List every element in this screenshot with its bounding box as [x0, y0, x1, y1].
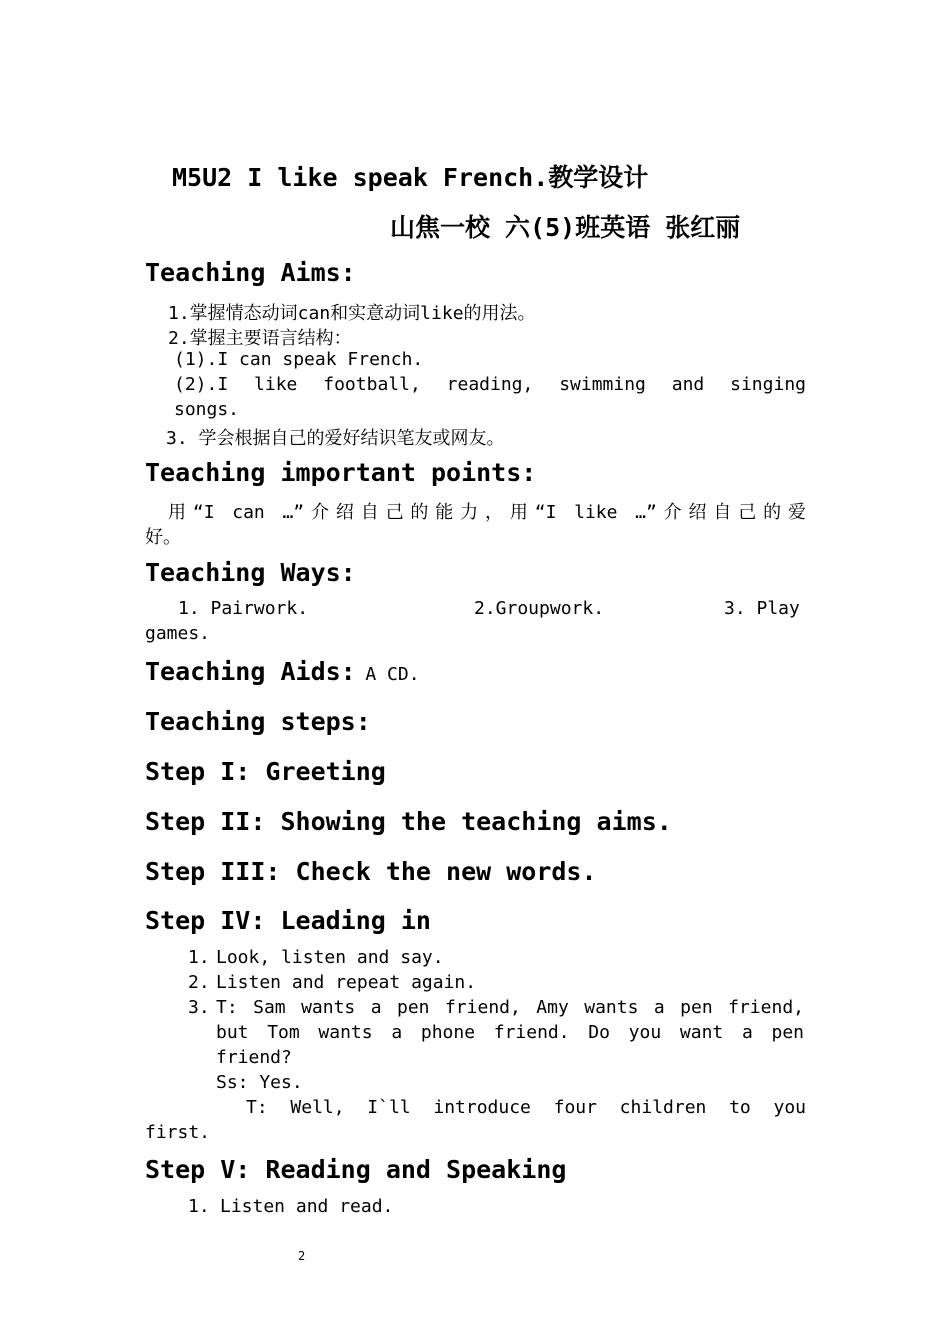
aims-item-2: 2.掌握主要语言结构： [168, 328, 352, 349]
aids-value: A CD. [365, 664, 420, 685]
step-4-item-2: Listen and repeat again. [216, 972, 477, 993]
step-4-item-3-line-3: friend? [216, 1047, 292, 1068]
aims-item-2a: (1).I can speak French. [174, 349, 424, 370]
step-5-item-1-number: 1. [188, 1196, 210, 1217]
step-4-item-3-line-4: Ss: Yes. [216, 1072, 303, 1093]
points-line-1: 用“I can …”介绍自己的能力，用“I like …”介绍自己的爱 [168, 502, 806, 523]
aids-line [145, 657, 420, 686]
ways-item-1: 1. Pairwork. [178, 598, 309, 619]
steps-heading: Teaching steps: [145, 707, 371, 736]
ways-heading: Teaching Ways: [145, 558, 356, 587]
step-1-heading: Step I: Greeting [145, 757, 386, 786]
step-4-heading: Step IV: Leading in [145, 906, 431, 935]
step-2-heading: Step II: Showing the teaching aims. [145, 807, 672, 836]
aims-item-3: 3. 学会根据自己的爱好结识笔友或网友。 [166, 428, 505, 449]
step-4-item-3-line-6: first. [145, 1122, 211, 1143]
step-4-item-3-line-1: T: Sam wants a pen friend, Amy wants a pen friend, [216, 997, 804, 1018]
aims-item-2b: (2).I like football, reading, swimming and singing [174, 374, 806, 395]
step-4-item-2-number: 2. [188, 972, 210, 993]
ways-item-3-cont: games. [145, 623, 211, 644]
doc-subtitle: 山焦一校 六(5)班英语 张红丽 [390, 213, 741, 242]
step-4-item-3-line-2: but Tom wants a phone friend. Do you want a pen [216, 1022, 804, 1043]
step-4-item-1-number: 1. [188, 947, 210, 968]
page-number: 2 [298, 1249, 306, 1263]
aims-heading: Teaching Aims: [145, 258, 356, 287]
points-heading: Teaching important points: [145, 458, 537, 487]
aids-heading: Teaching Aids: [145, 657, 356, 686]
step-3-heading: Step III: Check the new words. [145, 857, 597, 886]
step-4-item-1: Look, listen and say. [216, 947, 444, 968]
step-5-item-1: Listen and read. [220, 1196, 394, 1217]
ways-item-2: 2.Groupwork. [474, 598, 605, 619]
step-4-item-3-number: 3. [188, 997, 210, 1018]
aims-item-2b-cont: songs. [174, 399, 240, 420]
doc-title: M5U2 I like speak French.教学设计 [172, 163, 649, 192]
ways-item-3: 3. Play [724, 598, 800, 619]
step-4-item-3-line-5: T: Well, I`ll introduce four children to you [246, 1097, 806, 1118]
step-5-heading: Step V: Reading and Speaking [145, 1155, 567, 1184]
points-line-2: 好。 [145, 527, 181, 548]
aims-item-1: 1.掌握情态动词can和实意动词like的用法。 [168, 303, 536, 324]
